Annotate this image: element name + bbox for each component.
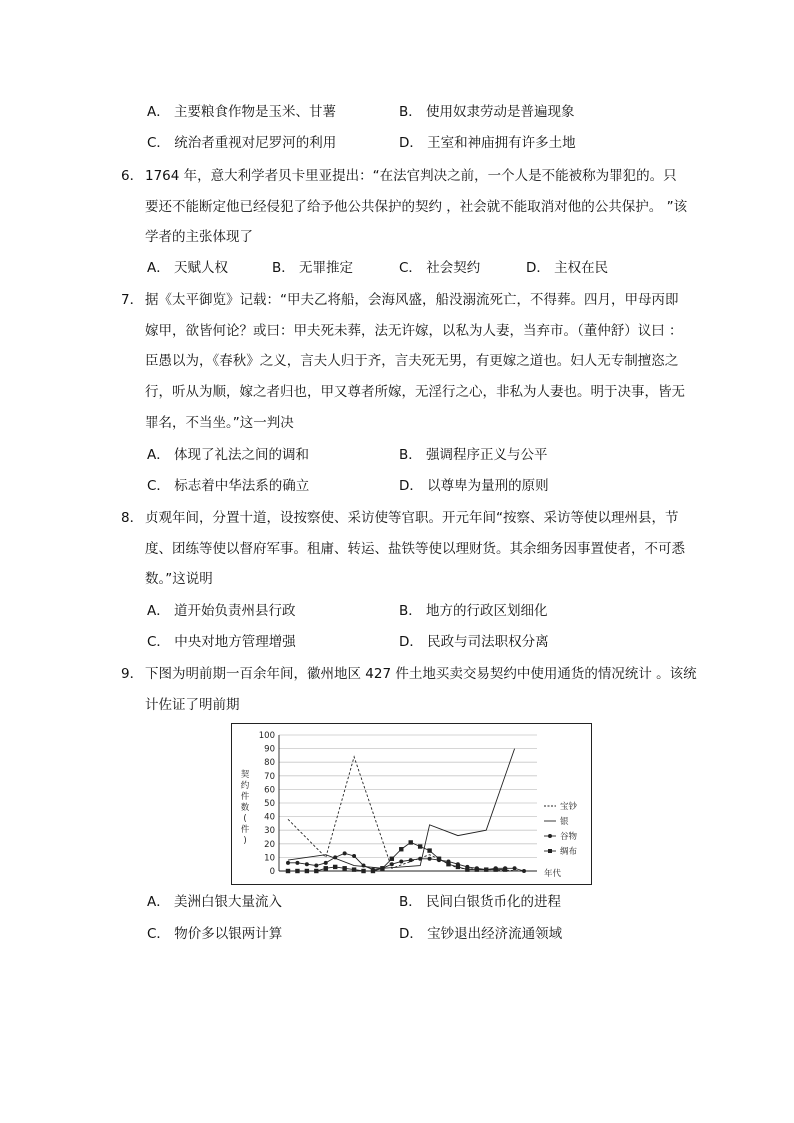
point-2: [286, 861, 290, 865]
point-3: [342, 866, 346, 870]
point-2: [399, 859, 403, 863]
q9-option-c: C． 物价多以银两计算: [147, 926, 283, 942]
point-2: [513, 866, 517, 870]
point-2: [409, 858, 413, 862]
q5-option-b: B． 使用奴隶劳动是普遍现象: [399, 104, 575, 120]
y-tick-label: 50: [264, 799, 275, 809]
point-3: [465, 867, 469, 871]
point-3: [380, 866, 384, 870]
point-3: [305, 869, 309, 873]
point-3: [314, 869, 318, 873]
y-axis-label-char: ): [243, 836, 247, 846]
point-2: [418, 857, 422, 861]
q7-stem-line-5: 罪名，不当坐。”这一判决: [145, 415, 294, 431]
point-3: [333, 865, 337, 869]
y-tick-label: 30: [264, 826, 275, 837]
q9-stem-line-1: 下图为明前期一百余年间，徽州地区 427 件土地买卖交易契约中使用通货的情况统计 。该统: [145, 666, 697, 682]
y-axis-label-char: 件: [240, 792, 250, 802]
y-tick-label: 0: [269, 867, 275, 877]
legend-marker-3: [548, 849, 552, 853]
point-2: [362, 864, 366, 868]
y-tick-label: 60: [264, 785, 275, 796]
q9-number: 9．: [121, 666, 144, 682]
q7-option-b: B． 强调程序正义与公平: [399, 447, 548, 463]
q5-option-a: A． 主要粮食作物是玉米、甘薯: [147, 104, 337, 120]
point-3: [493, 867, 497, 871]
y-axis-label-char: 约: [240, 781, 250, 791]
q9-option-d: D． 宝钞退出经济流通领域: [399, 926, 563, 942]
q9-stem-line-2: 计佐证了明前期: [145, 697, 240, 713]
q7-stem-line-1: 据《太平御览》记载：“甲夫乙将船，会海风盛，船没溺流死亡，不得葬。四月，甲母丙即: [145, 292, 679, 308]
y-axis-label-char: 件: [240, 825, 250, 835]
point-2: [305, 862, 309, 866]
q5-option-c: C． 统治者重视对尼罗河的利用: [147, 135, 337, 151]
point-3: [361, 869, 365, 873]
point-2: [428, 857, 432, 861]
point-2: [522, 869, 526, 873]
y-tick-label: 100: [258, 731, 275, 741]
q6-option-b: B． 无罪推定: [272, 260, 354, 276]
series-line-2: [288, 853, 524, 871]
point-3: [390, 857, 394, 861]
point-2: [343, 851, 347, 855]
q7-stem-line-3: 臣愚以为，《春秋》之义，言夫人归于齐，言夫死无男，有更嫁之道也。妇人无专制擅恣之: [145, 353, 679, 369]
point-3: [399, 847, 403, 851]
y-tick-label: 90: [264, 744, 275, 755]
q6-number: 6．: [121, 168, 144, 184]
point-3: [437, 857, 441, 861]
q6-option-a: A． 天赋人权: [147, 260, 229, 276]
point-2: [295, 861, 299, 865]
point-3: [503, 867, 507, 871]
legend-label-2: 谷物: [560, 832, 578, 842]
q7-option-c: C． 标志着中华法系的确立: [147, 478, 310, 494]
q8-stem-line-2: 度、团练等使以督府军事。租庸、转运、盐铁等使以理财货。其余细务因事置使者，不可悉: [145, 541, 685, 557]
point-3: [418, 844, 422, 848]
point-3: [409, 840, 413, 844]
q8-option-b: B． 地方的行政区划细化: [399, 603, 548, 619]
contract-currency-chart: [231, 723, 592, 885]
legend-label-0: 宝钞: [560, 802, 578, 812]
q8-option-a: A． 道开始负责州县行政: [147, 603, 296, 619]
point-3: [352, 867, 356, 871]
q8-stem-line-3: 数。”这说明: [145, 571, 213, 587]
y-tick-label: 80: [264, 758, 275, 769]
point-3: [427, 848, 431, 852]
series-line-0: [288, 757, 524, 871]
point-3: [324, 866, 328, 870]
y-axis-label-char: 契: [240, 770, 250, 780]
q9-option-a: A． 美洲白银大量流入: [147, 894, 283, 910]
point-2: [333, 855, 337, 859]
point-3: [475, 867, 479, 871]
q7-number: 7．: [121, 292, 144, 308]
chart-svg: [232, 724, 593, 886]
point-2: [314, 864, 318, 868]
y-tick-label: 10: [264, 853, 275, 864]
q8-stem-line-1: 贞观年间，分置十道，设按察使、采访使等官职。开元年间“按察、采访等使以理州县，节: [145, 510, 679, 526]
legend-label-3: 绸布: [560, 847, 578, 857]
point-2: [324, 861, 328, 865]
y-tick-label: 70: [264, 771, 275, 782]
point-3: [286, 869, 290, 873]
legend-label-1: 银: [560, 817, 569, 827]
q6-stem-line-1: 1764 年，意大利学者贝卡里亚提出：“在法官判决之前，一个人是不能被称为罪犯的。只: [145, 168, 677, 184]
y-axis-label-char: 数: [240, 803, 250, 813]
q7-stem-line-4: 行，听从为顺，嫁之者归也，甲又尊者所嫁，无淫行之心，非私为人妻也。明于决事，皆无: [145, 384, 685, 400]
q8-option-c: C． 中央对地方管理增强: [147, 634, 296, 650]
point-2: [390, 862, 394, 866]
x-axis-label: 年代: [544, 869, 562, 879]
q9-option-b: B． 民间白银货币化的进程: [399, 894, 562, 910]
q6-option-d: D． 主权在民: [526, 260, 609, 276]
q6-stem-line-3: 学者的主张体现了: [145, 229, 253, 245]
q5-option-d: D． 王室和神庙拥有许多土地: [399, 135, 576, 151]
q8-number: 8．: [121, 510, 144, 526]
q8-option-d: D． 民政与司法职权分离: [399, 634, 549, 650]
q6-stem-line-2: 要还不能断定他已经侵犯了给予他公共保护的契约 ，社会就不能取消对他的公共保护。 ”该: [145, 199, 688, 215]
q7-option-a: A． 体现了礼法之间的调和: [147, 447, 310, 463]
y-axis-label-char: (: [243, 814, 247, 824]
y-tick-label: 40: [264, 812, 275, 823]
legend-marker-2: [548, 834, 552, 838]
q6-option-c: C． 社会契约: [399, 260, 481, 276]
point-3: [295, 869, 299, 873]
q7-option-d: D． 以尊卑为量刑的原则: [399, 478, 549, 494]
y-tick-label: 20: [264, 839, 275, 850]
point-3: [456, 865, 460, 869]
q7-stem-line-2: 嫁甲，欲皆何论？或曰：甲夫死未葬，法无许嫁，以私为人妻，当弃市。（董仲舒）议曰 ：: [145, 323, 683, 339]
point-3: [371, 869, 375, 873]
point-3: [446, 862, 450, 866]
point-3: [484, 867, 488, 871]
point-2: [352, 854, 356, 858]
